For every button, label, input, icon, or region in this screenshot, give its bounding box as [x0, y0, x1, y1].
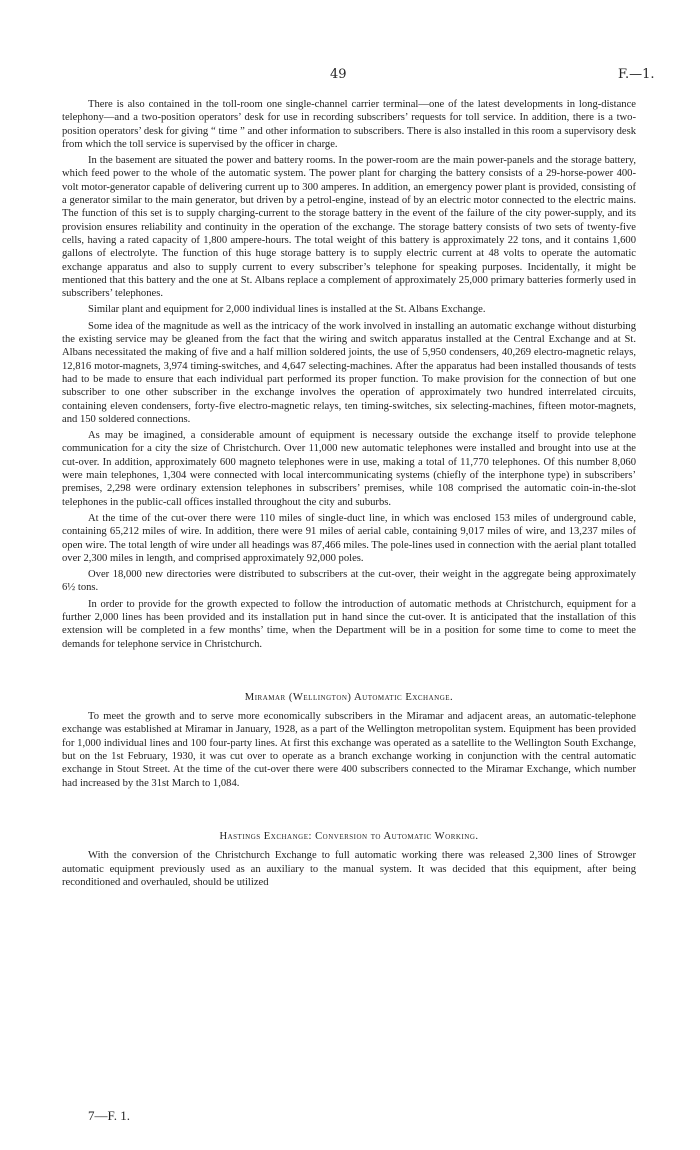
section-heading-hastings: Hastings Exchange: Conversion to Automatic Working.: [219, 830, 479, 842]
body-text: [62, 98, 636, 892]
paragraph: At the time of the cut-over there were 110 miles of single-duct line, in which was enclosed 153 miles of underground cable, containing 65,212 miles of wire. In addition, there were 91 miles of aerial cable, containing 9,017 miles of wire, and 13,237 miles of open wire. The total length of wire under all headings was 87,466 miles. The pole-lines used in connection with the aerial plant totalled over 2,300 miles in length, and comprised approximately 92,000 poles.: [62, 512, 636, 564]
paragraph: In the basement are situated the power and battery rooms. In the power-room are the main power-panels and the storage battery, which feed power to the whole of the automatic system. The power plant for charging the battery consists of a 29-horse-power 400-volt motor-generator capable of delivering current up to 300 amperes. In addition, an emergency power plant is provided, consisting of a generator similar to the main generator, but driven by a petrol-engine, instead of by an electric motor connected to the electric mains. The function of this set is to supply charging-current to the storage battery in the event of the failure of the city power-supply, and its provision ensures reliability and continuity in the operation of the exchange. The storage battery consists of two sets of twenty-five cells, having a rated capacity of 1,800 ampere-hours. The total weight of this battery is approximately 22 tons, and it contains 1,600 gallons of electrolyte. The function of this huge storage battery is to supply electric current at 48 volts to operate the automatic exchange apparatus and also to supply current to every subscriber’s telephone for speaking purposes. Incidentally, it might be mentioned that this battery and the one at St. Albans replace a complement of approximately 25,000 primary batteries formerly used in subscribers’ telephones.: [62, 155, 636, 300]
paragraph: Some idea of the magnitude as well as the intricacy of the work involved in installing an automatic exchange without disturbing the existing service may be gleaned from the fact that the wiring and switch apparatus installed at the Central Exchange and at St. Albans necessitated the making of five and a half million soldered joints, the use of 5,950 condensers, 40,269 electro-magnetic relays, 12,816 motor-magnets, 3,974 timing-switches, and 4,647 selecting-machines. After the apparatus had been installed thousands of tests had to be made to ensure that each individual part performed its proper function. To make provision for the connection of but one subscriber to one other subscriber in the exchange involves the operation of approximately two hundred interrelated circuits, containing eleven condensers, forty-five electro-magnetic relays, ten timing-switches, six selecting-machines, fifteen motor-magnets, and 150 soldered connections.: [62, 320, 636, 425]
paragraph: Over 18,000 new directories were distributed to subscribers at the cut-over, their weight in the aggregate being approximately 6½ tons.: [62, 569, 636, 594]
paragraph: As may be imagined, a considerable amount of equipment is necessary outside the exchange itself to provide telephone communication for a city the size of Christchurch. Over 11,000 new automatic telephones were installed and brought into use at the cut-over. In addition, approximately 600 magneto telephones were in use, making a total of 11,770 telephones. Of this number 8,060 were main telephones, 1,304 were connected with local intercommunicating systems (chiefly of the interphone type) in subscribers’ premises, 2,298 were ordinary extension telephones in subscribers’ premises, while 108 comprised the automatic coin-in-the-slot telephones in the public-call offices installed throughout the city and suburbs.: [62, 430, 636, 508]
paragraph: Similar plant and equipment for 2,000 individual lines is installed at the St. Albans Exchange.: [88, 304, 486, 316]
paragraph: In order to provide for the growth expected to follow the introduction of automatic methods at Christchurch, equipment for a further 2,000 lines has been provided and its installation put in hand since the cut-over. It is anticipated that the installation of this extension will be completed in a few months’ time, when the Department will be in a position for some time to come to meet the demands for telephone service in Christchurch.: [62, 598, 636, 650]
page-number: 49: [330, 67, 347, 82]
paragraph: With the conversion of the Christchurch Exchange to full automatic working there was released 2,300 lines of Strowger automatic equipment previously used as an auxiliary to the manual system. It was decided that this equipment, after being reconditioned and overhauled, should be utilized: [62, 850, 636, 888]
section-heading-miramar: Miramar (Wellington) Automatic Exchange.: [244, 691, 454, 703]
page-signature: 7—F. 1.: [88, 1108, 130, 1123]
paragraph: To meet the growth and to serve more economically subscribers in the Miramar and adjacent areas, an automatic-telephone exchange was established at Miramar in January, 1928, as a part of the Wellington metropolitan system. Equipment has been provided for 1,000 individual lines and 100 four-party lines. At first this exchange was operated as a satellite to the Wellington South Exchange, but on the 1st February, 1930, it was cut over to operate as a branch exchange working in conjunction with the central automatic exchange in Stout Street. At the time of the cut-over there were 400 subscribers connected to the Miramar Exchange, which number had increased by the 31st March to 1,084.: [62, 711, 636, 789]
document-reference: F.—1.: [618, 67, 655, 82]
paragraph: There is also contained in the toll-room one single-channel carrier terminal—one of the latest developments in long-distance telephony—and a two-position operators’ desk for use in recording subscribers’ requests for toll service. In addition, there is a two-position operators’ desk for giving “ time ” and other information to subscribers. There is also installed in this room a supervisory desk from which the toll service is supervised by the officer in charge.: [62, 99, 636, 150]
